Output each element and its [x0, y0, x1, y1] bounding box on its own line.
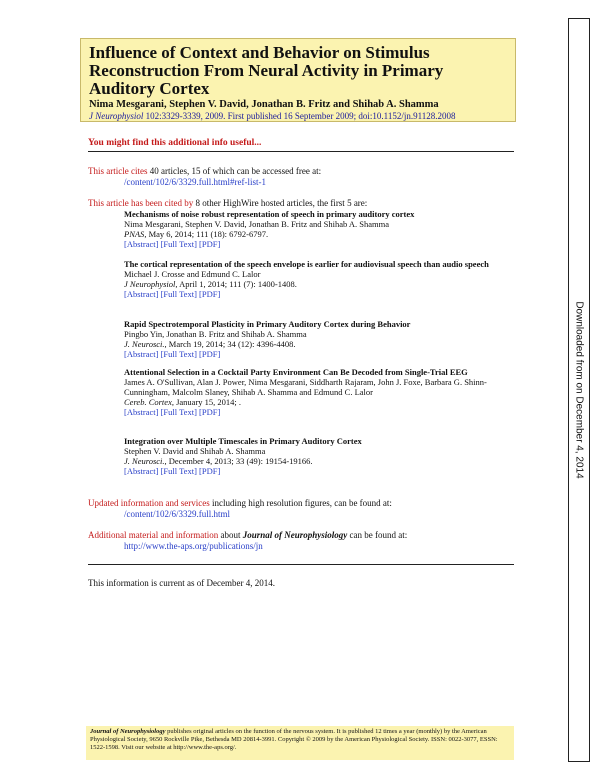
article-citation [89, 111, 507, 121]
cites-label: This article cites [88, 166, 148, 176]
download-notice: Downloaded from on December 4, 2014 [573, 301, 585, 479]
cited-article-authors: Stephen V. David and Shihab A. Shamma [124, 446, 266, 456]
cited-article-links[interactable]: [Abstract] [Full Text] [PDF] [124, 239, 221, 249]
cited-article-details: , May 6, 2014; 111 (18): 6792-6797. [144, 229, 269, 239]
cited-article-journal: Cereb. Cortex [124, 397, 172, 407]
additional-link[interactable]: http://www.the-aps.org/publications/jn [124, 541, 263, 551]
additional-text: about [218, 530, 243, 540]
cited-by-section [88, 198, 518, 209]
cited-article [124, 436, 514, 476]
divider [88, 564, 514, 565]
citation-journal: J Neurophysiol [89, 111, 144, 121]
cited-article-links[interactable]: [Abstract] [Full Text] [PDF] [124, 349, 221, 359]
cited-article-journal: J. Neurosci. [124, 339, 165, 349]
cited-article-title: Integration over Multiple Timescales in Primary Auditory Cortex [124, 436, 362, 446]
cited-article-title: Rapid Spectrotemporal Plasticity in Primary Auditory Cortex during Behavior [124, 319, 411, 329]
cites-link[interactable]: /content/102/6/3329.full.html#ref-list-1 [124, 177, 266, 187]
cited-article-details: , January 15, 2014; . [171, 397, 242, 407]
cited-by-label: This article has been cited by [88, 198, 194, 208]
title-line: Reconstruction From Neural Activity in Primary [89, 61, 444, 80]
title-line: Auditory Cortex [89, 79, 210, 98]
divider [88, 151, 514, 152]
cited-article-links[interactable]: [Abstract] [Full Text] [PDF] [124, 407, 221, 417]
additional-text-end: can be found at: [347, 530, 408, 540]
cites-section [88, 166, 518, 188]
updated-text: including high resolution figures, can be found at: [209, 498, 392, 508]
cites-text: 40 articles, 15 of which can be accessed free at: [147, 166, 322, 176]
cited-article [124, 259, 514, 299]
footer-text: publishes original articles on the function of the nervous system. It is published 12 times a year (monthly) by the American Physiological Society, 9650 Rockville Pike, Bethesda MD 20814-3991. Copyright © 2009 by the American Physiological Society. ISSN: 0022-3077, ESSN: 1522-1598. Visit our website at http://www.the-aps.org/. [90, 728, 498, 751]
cited-article [124, 367, 514, 417]
article-authors: Nima Mesgarani, Stephen V. David, Jonathan B. Fritz and Shihab A. Shamma [89, 99, 439, 110]
cited-article-links[interactable]: [Abstract] [Full Text] [PDF] [124, 289, 221, 299]
cited-article-authors: Nima Mesgarani, Stephen V. David, Jonathan B. Fritz and Shihab A. Shamma [124, 219, 390, 229]
cited-article-authors: James A. O'Sullivan, Alan J. Power, Nima Mesgarani, Siddharth Rajaram, John J. Foxe, Barbara G. Shinn-Cunningham, Malcolm Slaney, Shihab A. Shamma and Edmund C. Lalor [124, 377, 487, 397]
current-notice: This information is current as of December 4, 2014. [88, 578, 275, 588]
intro-heading: You might find this additional info useful... [88, 138, 262, 148]
cited-article-title: Mechanisms of noise robust representation of speech in primary auditory cortex [124, 209, 415, 219]
cited-article-journal: J Neurophysiol [124, 279, 176, 289]
cited-article-details: , March 19, 2014; 34 (12): 4396-4408. [164, 339, 296, 349]
cited-by-text: 8 other HighWire hosted articles, the first 5 are: [193, 198, 368, 208]
updated-label: Updated information and services [88, 498, 210, 508]
cited-article-journal: J. Neurosci. [124, 456, 165, 466]
updated-section [88, 498, 518, 520]
cited-article-title: The cortical representation of the speech envelope is earlier for audiovisual speech than audio speech [124, 259, 489, 269]
cited-article [124, 209, 514, 249]
cited-article [124, 319, 514, 359]
cited-article-details: , April 1, 2014; 111 (7): 1400-1408. [175, 279, 297, 289]
footer-journal: Journal of Neurophysiology [90, 728, 166, 735]
additional-journal: Journal of Neurophysiology [242, 530, 348, 540]
updated-link[interactable]: /content/102/6/3329.full.html [124, 509, 230, 519]
article-header [80, 38, 516, 122]
cited-article-journal: PNAS [124, 229, 145, 239]
journal-footer [86, 726, 514, 760]
cited-article-authors: Pingbo Yin, Jonathan B. Fritz and Shihab A. Shamma [124, 329, 307, 339]
cited-article-links[interactable]: [Abstract] [Full Text] [PDF] [124, 466, 221, 476]
cited-article-details: , December 4, 2013; 33 (49): 19154-19166. [164, 456, 313, 466]
article-title [89, 44, 507, 98]
additional-section [88, 530, 518, 552]
cited-article-authors: Michael J. Crosse and Edmund C. Lalor [124, 269, 261, 279]
additional-label: Additional material and information [88, 530, 219, 540]
title-line: Influence of Context and Behavior on Stimulus [89, 43, 430, 62]
cited-article-title: Attentional Selection in a Cocktail Party Environment Can Be Decoded from Single-Trial EEG [124, 367, 468, 377]
citation-details: 102:3329-3339, 2009. First published 16 September 2009; doi:10.1152/jn.91128.2008 [143, 111, 456, 121]
download-side-banner [568, 18, 590, 762]
